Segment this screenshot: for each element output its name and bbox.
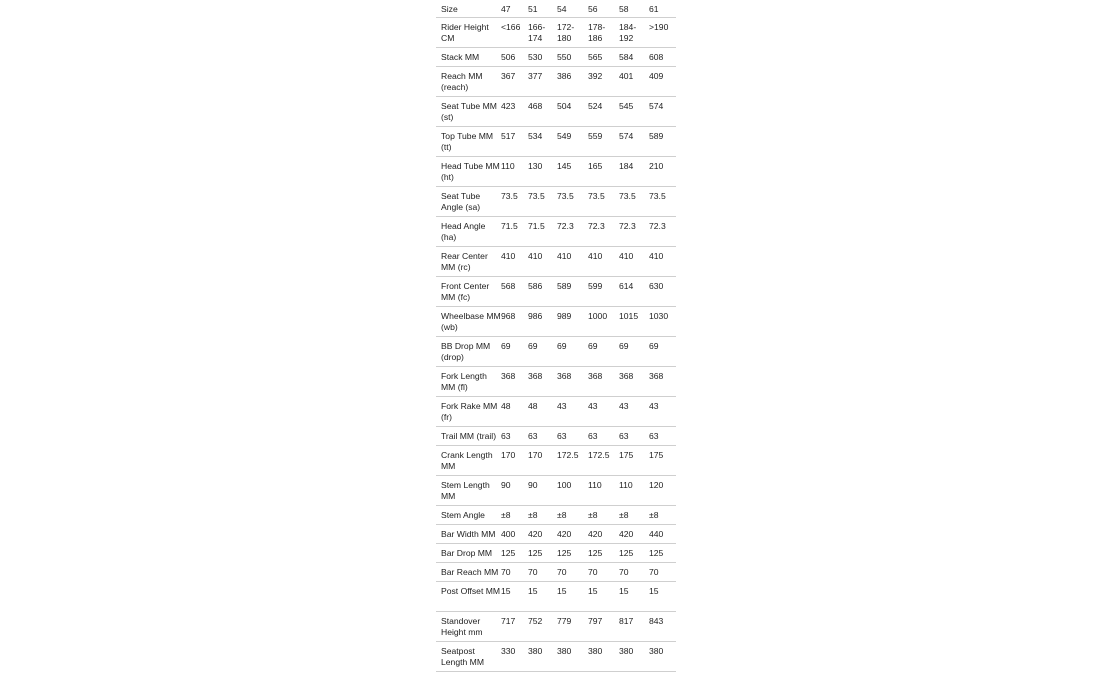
table-row <box>436 641 676 671</box>
table-cell: 608 <box>649 47 676 66</box>
table-cell: 172.5 <box>588 445 619 475</box>
table-cell: 125 <box>619 543 649 562</box>
table-cell: 550 <box>557 47 588 66</box>
table-cell: 410 <box>619 246 649 276</box>
row-label: Front Center MM (fc) <box>436 276 501 306</box>
row-label: Wheelbase MM (wb) <box>436 306 501 336</box>
table-cell: <166 <box>501 17 528 47</box>
row-label: Rear Center MM (rc) <box>436 246 501 276</box>
table-cell: 506 <box>501 47 528 66</box>
table-cell: 410 <box>501 246 528 276</box>
table-row <box>436 426 676 445</box>
row-label: Seat Tube MM (st) <box>436 96 501 126</box>
row-label: Bar Drop MM <box>436 543 501 562</box>
table-cell: 380 <box>619 641 649 671</box>
table-row <box>436 475 676 505</box>
table-cell: 574 <box>619 126 649 156</box>
table-cell: 125 <box>501 543 528 562</box>
table-cell: 440 <box>649 524 676 543</box>
table-cell: 110 <box>501 156 528 186</box>
table-cell: 69 <box>588 336 619 366</box>
table-cell: 368 <box>557 366 588 396</box>
table-cell: 48 <box>528 396 557 426</box>
table-cell: 70 <box>528 562 557 581</box>
size-column-header: 47 <box>501 0 528 17</box>
row-label: Fork Rake MM (fr) <box>436 396 501 426</box>
table-cell: 69 <box>557 336 588 366</box>
size-column-header: 56 <box>588 0 619 17</box>
table-cell: 69 <box>649 336 676 366</box>
row-label: Fork Length MM (fl) <box>436 366 501 396</box>
table-cell: 70 <box>619 562 649 581</box>
table-cell: 504 <box>557 96 588 126</box>
table-cell: ±8 <box>649 505 676 524</box>
table-cell: 380 <box>528 641 557 671</box>
size-column-header: 54 <box>557 0 588 17</box>
row-label: Reach MM (reach) <box>436 66 501 96</box>
table-cell: 71.5 <box>501 216 528 246</box>
table-cell: 210 <box>649 156 676 186</box>
table-cell: 400 <box>501 524 528 543</box>
table-cell: 145 <box>557 156 588 186</box>
table-cell: 100 <box>557 475 588 505</box>
table-cell: 71.5 <box>528 216 557 246</box>
table-cell: 614 <box>619 276 649 306</box>
table-cell: 125 <box>649 543 676 562</box>
table-cell: ±8 <box>619 505 649 524</box>
table-cell: 401 <box>619 66 649 96</box>
table-cell: 70 <box>501 562 528 581</box>
table-cell: 1015 <box>619 306 649 336</box>
table-cell: ±8 <box>501 505 528 524</box>
table-cell: 43 <box>588 396 619 426</box>
table-row <box>436 396 676 426</box>
table-cell: 125 <box>557 543 588 562</box>
row-label: BB Drop MM (drop) <box>436 336 501 366</box>
table-cell: ±8 <box>557 505 588 524</box>
table-row <box>436 47 676 66</box>
table-cell: 517 <box>501 126 528 156</box>
table-cell: 409 <box>649 66 676 96</box>
table-cell: 178-186 <box>588 17 619 47</box>
table-cell: 170 <box>501 445 528 475</box>
table-cell: 73.5 <box>557 186 588 216</box>
table-cell: 110 <box>588 475 619 505</box>
table-cell: 73.5 <box>528 186 557 216</box>
table-cell: 420 <box>588 524 619 543</box>
table-cell: 63 <box>619 426 649 445</box>
table-cell: 589 <box>649 126 676 156</box>
table-cell: 410 <box>649 246 676 276</box>
table-cell: 72.3 <box>649 216 676 246</box>
row-label: Crank Length MM <box>436 445 501 475</box>
table-cell: 380 <box>649 641 676 671</box>
table-cell: 184-192 <box>619 17 649 47</box>
table-cell: 420 <box>528 524 557 543</box>
table-cell: 565 <box>588 47 619 66</box>
size-header: Size <box>436 0 501 17</box>
row-label: Bar Reach MM <box>436 562 501 581</box>
table-cell: 43 <box>619 396 649 426</box>
table-cell: 73.5 <box>588 186 619 216</box>
table-cell: 63 <box>649 426 676 445</box>
table-cell: 73.5 <box>649 186 676 216</box>
table-row <box>436 156 676 186</box>
table-cell: 166-174 <box>528 17 557 47</box>
table-cell: 43 <box>649 396 676 426</box>
table-cell: 368 <box>649 366 676 396</box>
table-cell: 584 <box>619 47 649 66</box>
table-cell: 70 <box>649 562 676 581</box>
table-cell: 170 <box>528 445 557 475</box>
table-row <box>436 246 676 276</box>
table-cell: 73.5 <box>501 186 528 216</box>
table-cell: 410 <box>557 246 588 276</box>
table-cell: 15 <box>588 581 619 611</box>
table-row <box>436 66 676 96</box>
table-cell: 15 <box>557 581 588 611</box>
table-row <box>436 581 676 611</box>
table-cell: 1030 <box>649 306 676 336</box>
size-column-header: 58 <box>619 0 649 17</box>
table-cell: 574 <box>649 96 676 126</box>
table-cell: 986 <box>528 306 557 336</box>
table-cell: ±8 <box>528 505 557 524</box>
table-cell: 779 <box>557 611 588 641</box>
table-cell: 392 <box>588 66 619 96</box>
table-cell: 70 <box>588 562 619 581</box>
table-cell: 69 <box>619 336 649 366</box>
table-cell: 330 <box>501 641 528 671</box>
table-cell: 73.5 <box>619 186 649 216</box>
row-label: Rider Height CM <box>436 17 501 47</box>
header-row <box>436 0 676 17</box>
row-label: Seatpost Length MM <box>436 641 501 671</box>
table-cell: ±8 <box>588 505 619 524</box>
table-cell: 368 <box>588 366 619 396</box>
row-label: Stem Angle <box>436 505 501 524</box>
table-cell: 843 <box>649 611 676 641</box>
row-label: Trail MM (trail) <box>436 426 501 445</box>
table-cell: 599 <box>588 276 619 306</box>
table-row <box>436 366 676 396</box>
table-cell: 630 <box>649 276 676 306</box>
table-row <box>436 17 676 47</box>
table-cell: 184 <box>619 156 649 186</box>
table-row <box>436 505 676 524</box>
table-cell: 717 <box>501 611 528 641</box>
table-row <box>436 96 676 126</box>
table-row <box>436 126 676 156</box>
row-label: Stack MM <box>436 47 501 66</box>
table-cell: 534 <box>528 126 557 156</box>
table-cell: 797 <box>588 611 619 641</box>
table-cell: 380 <box>557 641 588 671</box>
table-cell: 386 <box>557 66 588 96</box>
table-cell: 545 <box>619 96 649 126</box>
table-cell: 70 <box>557 562 588 581</box>
table-row <box>436 276 676 306</box>
table-cell: 549 <box>557 126 588 156</box>
table-cell: 125 <box>588 543 619 562</box>
table-cell: 586 <box>528 276 557 306</box>
row-label: Stem Length MM <box>436 475 501 505</box>
table-cell: 420 <box>619 524 649 543</box>
table-cell: 63 <box>557 426 588 445</box>
table-row <box>436 306 676 336</box>
table-cell: 15 <box>528 581 557 611</box>
size-column-header: 61 <box>649 0 676 17</box>
table-row <box>436 186 676 216</box>
row-label: Post Offset MM <box>436 581 501 611</box>
table-cell: 989 <box>557 306 588 336</box>
table-cell: 559 <box>588 126 619 156</box>
row-label: Standover Height mm <box>436 611 501 641</box>
table-cell: 380 <box>588 641 619 671</box>
table-cell: 72.3 <box>588 216 619 246</box>
table-row <box>436 562 676 581</box>
table-cell: 175 <box>619 445 649 475</box>
row-label: Head Tube MM (ht) <box>436 156 501 186</box>
table-cell: 90 <box>501 475 528 505</box>
table-cell: 420 <box>557 524 588 543</box>
table-cell: 377 <box>528 66 557 96</box>
row-label: Seat Tube Angle (sa) <box>436 186 501 216</box>
table-cell: 110 <box>619 475 649 505</box>
table-cell: 72.3 <box>557 216 588 246</box>
table-cell: 423 <box>501 96 528 126</box>
table-row <box>436 524 676 543</box>
table-cell: 43 <box>557 396 588 426</box>
geometry-table <box>436 0 676 672</box>
table-row <box>436 543 676 562</box>
table-cell: 752 <box>528 611 557 641</box>
row-label: Head Angle (ha) <box>436 216 501 246</box>
table-row <box>436 216 676 246</box>
table-cell: 69 <box>501 336 528 366</box>
table-cell: 130 <box>528 156 557 186</box>
table-row <box>436 611 676 641</box>
table-cell: 120 <box>649 475 676 505</box>
table-row <box>436 445 676 475</box>
table-cell: 15 <box>501 581 528 611</box>
table-cell: 410 <box>528 246 557 276</box>
table-cell: 172.5 <box>557 445 588 475</box>
table-cell: 175 <box>649 445 676 475</box>
table-cell: 968 <box>501 306 528 336</box>
table-cell: 172-180 <box>557 17 588 47</box>
table-cell: 15 <box>619 581 649 611</box>
table-row <box>436 336 676 366</box>
row-label: Top Tube MM (tt) <box>436 126 501 156</box>
table-cell: 817 <box>619 611 649 641</box>
row-label: Bar Width MM <box>436 524 501 543</box>
table-cell: 15 <box>649 581 676 611</box>
table-cell: >190 <box>649 17 676 47</box>
table-cell: 69 <box>528 336 557 366</box>
table-cell: 1000 <box>588 306 619 336</box>
table-cell: 72.3 <box>619 216 649 246</box>
geometry-table-container <box>436 0 676 672</box>
table-cell: 530 <box>528 47 557 66</box>
table-cell: 48 <box>501 396 528 426</box>
table-cell: 468 <box>528 96 557 126</box>
table-cell: 368 <box>619 366 649 396</box>
table-cell: 63 <box>588 426 619 445</box>
table-cell: 63 <box>528 426 557 445</box>
table-cell: 368 <box>501 366 528 396</box>
table-cell: 367 <box>501 66 528 96</box>
table-cell: 125 <box>528 543 557 562</box>
table-cell: 368 <box>528 366 557 396</box>
table-cell: 63 <box>501 426 528 445</box>
table-cell: 90 <box>528 475 557 505</box>
table-cell: 524 <box>588 96 619 126</box>
table-cell: 589 <box>557 276 588 306</box>
table-cell: 410 <box>588 246 619 276</box>
size-column-header: 51 <box>528 0 557 17</box>
table-cell: 165 <box>588 156 619 186</box>
table-cell: 568 <box>501 276 528 306</box>
